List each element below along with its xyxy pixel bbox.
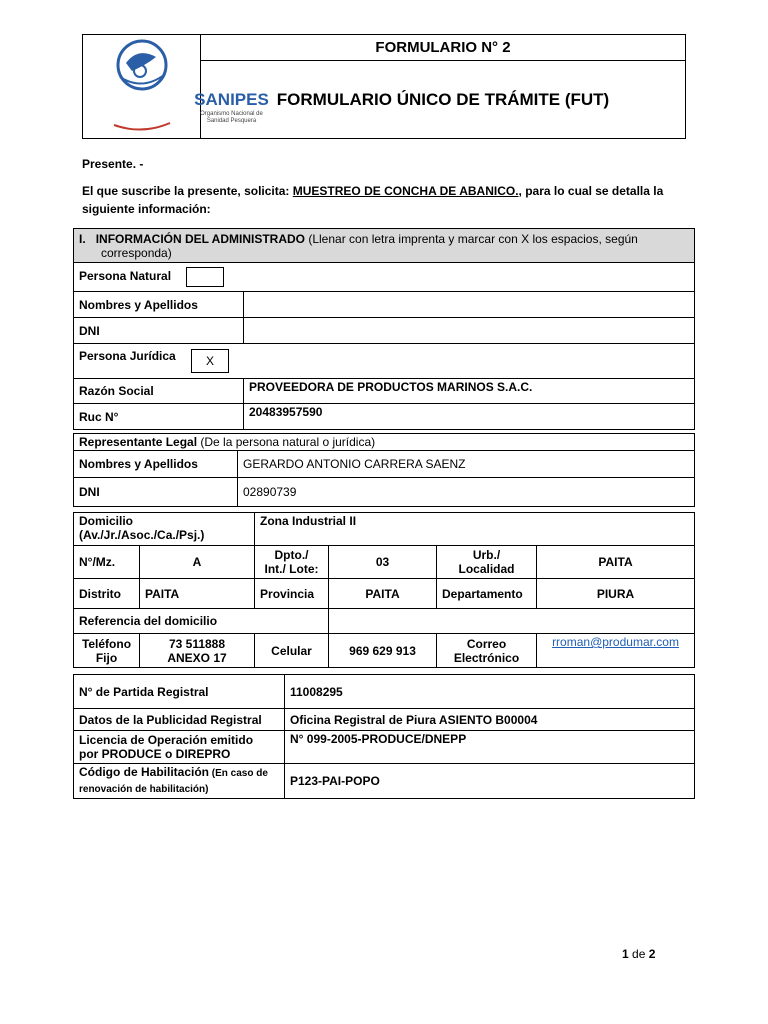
razon-social-value[interactable]: PROVEEDORA DE PRODUCTOS MARINOS S.A.C.	[244, 379, 695, 404]
solicita-value: MUESTREO DE CONCHA DE ABANICO.	[292, 184, 519, 198]
solicita-text	[82, 182, 692, 218]
persona-natural-checkbox[interactable]	[186, 267, 224, 287]
logo-sub: Organismo Nacional de Sanidad Pesquera	[200, 110, 263, 124]
page-number	[622, 947, 655, 961]
domicilio-label	[74, 513, 255, 546]
dni-label: DNI	[74, 318, 244, 344]
dpto-label-1: Dpto./	[274, 548, 309, 562]
sanipes-logo	[86, 35, 198, 135]
codigo-label-1: Código de Habilitación	[79, 765, 210, 779]
licencia-label-1: Licencia de Operación emitido	[79, 733, 254, 747]
logo-cell	[83, 35, 269, 139]
urb-value[interactable]: PAITA	[537, 546, 695, 579]
telefono-value[interactable]	[140, 634, 255, 668]
rep-nombres-value[interactable]: GERARDO ANTONIO CARRERA SAENZ	[238, 451, 695, 478]
departamento-label: Departamento	[437, 579, 537, 609]
form-title: FORMULARIO ÚNICO DE TRÁMITE (FUT)	[201, 61, 686, 139]
representante-note: (De la persona natural o jurídica)	[197, 435, 376, 449]
referencia-value[interactable]	[329, 609, 695, 634]
dpto-label-2: Int./ Lote:	[264, 562, 319, 576]
partida-label: N° de Partida Registral	[74, 675, 285, 709]
licencia-label-2: por PRODUCE o DIREPRO	[79, 747, 231, 761]
header-table	[82, 34, 686, 139]
celular-value[interactable]: 969 629 913	[329, 634, 437, 668]
publicidad-label: Datos de la Publicidad Registral	[74, 709, 285, 731]
licencia-label	[74, 731, 285, 764]
persona-natural-row	[74, 263, 695, 292]
correo-label-2: Electrónico	[453, 650, 520, 665]
distrito-value[interactable]: PAITA	[140, 579, 255, 609]
persona-natural-label: Persona Natural	[79, 269, 172, 284]
telefono-label	[74, 634, 140, 668]
codigo-value[interactable]: P123-PAI-POPO	[285, 764, 695, 799]
section1-title: INFORMACIÓN DEL ADMINISTRADO	[95, 231, 306, 246]
representante-title: Representante Legal	[79, 435, 198, 449]
section1-header	[74, 229, 695, 263]
representante-header	[74, 434, 695, 451]
rep-nombres-label: Nombres y Apellidos	[74, 451, 238, 478]
licencia-value[interactable]: N° 099-2005-PRODUCE/DNEPP	[285, 731, 695, 764]
page-total: 2	[648, 947, 656, 961]
nombres-value[interactable]	[244, 292, 695, 318]
urb-label	[437, 546, 537, 579]
dni-value[interactable]	[244, 318, 695, 344]
page-current: 1	[622, 947, 629, 961]
domicilio-value[interactable]: Zona Industrial II	[255, 513, 695, 546]
rep-dni-label: DNI	[74, 478, 238, 507]
telefono-value-2: ANEXO 17	[167, 650, 227, 665]
section1-table	[73, 228, 695, 430]
celular-label: Celular	[255, 634, 329, 668]
urb-label-1: Urb./	[472, 548, 501, 562]
nombres-label: Nombres y Apellidos	[74, 292, 244, 318]
referencia-label: Referencia del domicilio	[74, 609, 329, 634]
domicilio-label-2: (Av./Jr./Asoc./Ca./Psj.)	[79, 528, 205, 542]
persona-juridica-row	[74, 344, 695, 379]
telefono-label-2: Fijo	[95, 650, 118, 665]
registro-table	[73, 674, 695, 799]
nmz-label: N°/Mz.	[74, 546, 140, 579]
nmz-value[interactable]: A	[140, 546, 255, 579]
telefono-value-1: 73 511888	[168, 636, 226, 651]
ruc-value[interactable]: 20483957590	[244, 404, 695, 430]
domicilio-table	[73, 512, 695, 668]
departamento-value[interactable]: PIURA	[537, 579, 695, 609]
provincia-value[interactable]: PAITA	[329, 579, 437, 609]
persona-juridica-label: Persona Jurídica	[79, 349, 176, 363]
domicilio-label-1: Domicilio	[79, 514, 134, 528]
partida-value[interactable]: 11008295	[285, 675, 695, 709]
presente-text: Presente. -	[82, 157, 144, 171]
logo-name: SANIPES	[194, 89, 269, 109]
solicita-pre: El que suscribe la presente, solicita:	[82, 184, 293, 198]
codigo-label	[74, 764, 285, 799]
dpto-value[interactable]: 03	[329, 546, 437, 579]
rep-dni-value[interactable]: 02890739	[238, 478, 695, 507]
codigo-note-2: renovación de habilitación)	[79, 784, 209, 795]
provincia-label: Provincia	[255, 579, 329, 609]
section1-note2: corresponda)	[101, 245, 172, 260]
persona-juridica-checkbox[interactable]: X	[191, 349, 229, 373]
correo-label	[437, 634, 537, 668]
publicidad-value[interactable]: Oficina Registral de Piura ASIENTO B00004	[285, 709, 695, 731]
dpto-label	[255, 546, 329, 579]
solicita-line2: siguiente información:	[82, 202, 211, 216]
urb-label-2: Localidad	[458, 562, 515, 576]
solicita-post: , para lo cual se detalla la	[518, 184, 664, 198]
telefono-label-1: Teléfono	[81, 636, 132, 651]
form-number: FORMULARIO N° 2	[201, 35, 686, 61]
correo-label-1: Correo	[466, 636, 507, 651]
razon-social-label: Razón Social	[74, 379, 244, 404]
ruc-label: Ruc N°	[74, 404, 244, 430]
codigo-note: (En caso de	[209, 768, 268, 779]
section1-num: I.	[79, 231, 86, 246]
correo-link[interactable]: rroman@produmar.com	[552, 635, 679, 649]
page-de: de	[628, 947, 649, 961]
correo-cell	[537, 634, 695, 668]
section1-note: (Llenar con letra imprenta y marcar con X los espacios, según	[305, 231, 638, 246]
distrito-label: Distrito	[74, 579, 140, 609]
representante-table	[73, 433, 695, 507]
